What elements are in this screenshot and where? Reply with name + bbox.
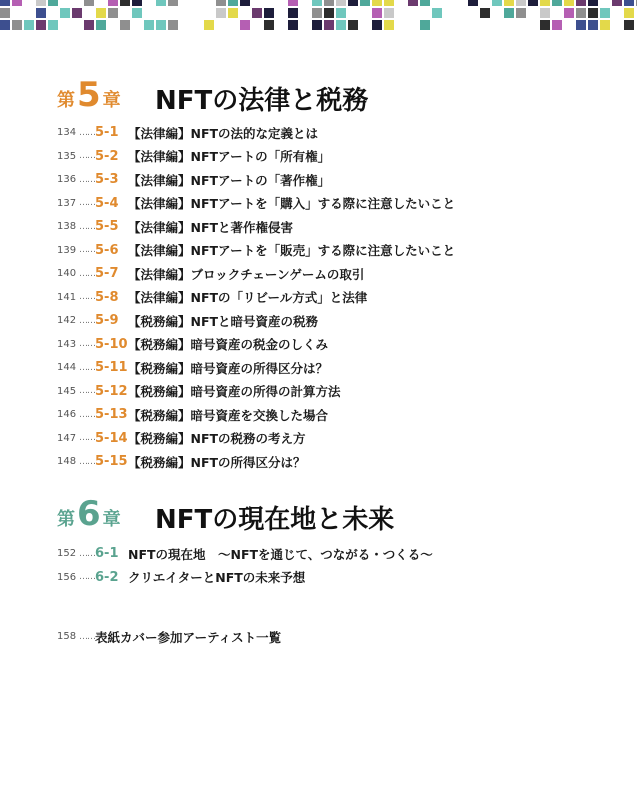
section-title: クリエイターとNFTの未来予想 [128,570,306,586]
chapter-6-heading [57,494,395,537]
section-number: 5-7 [95,266,119,282]
mosaic-tile [48,0,58,6]
section-title: 【法律編】ブロックチェーンゲームの取引 [128,266,365,282]
section-title: 【税務編】NFTと暗号資産の税務 [128,313,319,329]
mosaic-tile [408,0,418,6]
section-number: 5-11 [95,360,128,376]
chapter-5-toc-list [57,121,455,474]
toc-entry-appendix[interactable] [57,625,281,649]
page-number: 147 [57,432,77,444]
mosaic-tile [108,0,118,6]
section-title: 【税務編】NFTの所得区分は？ [128,454,306,470]
mosaic-tile [144,20,154,30]
leader-dots: …… [79,268,95,279]
toc-entry[interactable] [57,427,455,451]
section-title: 【法律編】NFTの「リビール方式」と法律 [128,290,368,306]
section-title: 【法律編】NFTアートを「販売」する際に注意したいこと [128,243,456,259]
mosaic-tile [564,0,574,6]
mosaic-tile [312,8,322,18]
mosaic-tile [36,0,46,6]
leader-dots: …… [79,245,95,256]
section-title: 表紙カバー参加アーティスト一覧 [95,629,282,645]
section-number: 5-4 [95,195,119,211]
toc-entry[interactable] [57,333,455,357]
section-title: 【税務編】暗号資産の所得区分は？ [128,360,329,376]
chapter-6-toc-list [57,542,433,589]
mosaic-tile [228,8,238,18]
appendix-toc-list [57,625,281,649]
chapter-suffix: 章 [102,509,121,530]
mosaic-tile [588,20,598,30]
mosaic-tile [156,20,166,30]
mosaic-tile [216,8,226,18]
leader-dots: …… [79,315,95,326]
mosaic-tile [312,20,322,30]
mosaic-tile [348,0,358,6]
page-number: 143 [57,338,77,350]
chapter-title: NFTの現在地と未来 [155,505,395,535]
section-number: 5-3 [95,172,119,188]
mosaic-tile [168,20,178,30]
section-title: 【法律編】NFTアートの「著作権」 [128,172,331,188]
section-number: 5-6 [95,242,119,258]
mosaic-tile [552,0,562,6]
mosaic-tile [372,8,382,18]
mosaic-tile [72,8,82,18]
mosaic-tile [504,8,514,18]
section-title: 【税務編】NFTの税務の考え方 [128,431,306,447]
mosaic-tile [240,0,250,6]
toc-entry[interactable] [57,286,455,310]
section-number: 5-9 [95,313,119,329]
mosaic-tile [576,0,586,6]
mosaic-tile [384,8,394,18]
chapter-number: 5 [77,75,101,115]
leader-dots: …… [79,292,95,303]
page-number: 142 [57,315,77,327]
section-number: 6-2 [95,569,119,585]
mosaic-tile [96,20,106,30]
mosaic-tile [264,8,274,18]
mosaic-tile [12,20,22,30]
mosaic-tile [540,8,550,18]
mosaic-tile [228,0,238,6]
section-number: 5-2 [95,148,119,164]
section-number: 5-10 [95,336,128,352]
chapter-prefix: 第 [57,509,75,530]
mosaic-tile [348,20,358,30]
mosaic-tile [372,20,382,30]
chapter-prefix: 第 [57,90,75,111]
mosaic-tile [492,0,502,6]
chapter-title: NFTの法律と税務 [155,86,369,116]
section-number: 6-1 [95,546,119,562]
mosaic-tile [0,20,10,30]
mosaic-tile [36,8,46,18]
mosaic-tile [96,8,106,18]
mosaic-tile [336,0,346,6]
mosaic-tile [588,0,598,6]
leader-dots: …… [79,456,95,467]
toc-entry[interactable] [57,145,455,169]
section-title: 【法律編】NFTの法的な定義とは [128,125,319,141]
mosaic-tile [168,0,178,6]
mosaic-tile [588,8,598,18]
mosaic-tile [156,0,166,6]
leader-dots: …… [79,151,95,162]
mosaic-tile [108,8,118,18]
mosaic-tile [432,8,442,18]
leader-dots: …… [79,572,95,583]
section-number: 5-5 [95,219,119,235]
mosaic-tile [0,8,10,18]
leader-dots: …… [79,386,95,397]
mosaic-tile [12,0,22,6]
toc-entry[interactable] [57,192,455,216]
mosaic-tile [624,0,634,6]
page-number: 134 [57,127,77,139]
mosaic-tile [468,0,478,6]
section-title: 【法律編】NFTと著作権侵害 [128,219,294,235]
mosaic-tile [84,20,94,30]
section-title: 【税務編】暗号資産の所得の計算方法 [128,384,341,400]
toc-entry[interactable] [57,262,455,286]
mosaic-tile [600,20,610,30]
mosaic-tile [624,20,634,30]
mosaic-tile [600,8,610,18]
page-number: 136 [57,174,77,186]
mosaic-tile [384,20,394,30]
page-number: 140 [57,268,77,280]
section-title: 【税務編】暗号資産の税金のしくみ [128,337,329,353]
toc-entry[interactable] [57,168,455,192]
mosaic-tile [420,20,430,30]
section-number: 5-8 [95,289,119,305]
section-number: 5-15 [95,454,128,470]
toc-entry[interactable] [57,566,433,590]
toc-entry[interactable] [57,542,433,566]
mosaic-tile [372,0,382,6]
mosaic-tile [336,20,346,30]
mosaic-tile [552,20,562,30]
toc-entry[interactable] [57,239,455,263]
page-number: 137 [57,197,77,209]
leader-dots: …… [79,198,95,209]
mosaic-tile [204,20,214,30]
mosaic-tile [540,20,550,30]
page-number: 139 [57,244,77,256]
mosaic-tile [324,8,334,18]
toc-entry[interactable] [57,403,455,427]
mosaic-tile [216,0,226,6]
mosaic-tile [576,20,586,30]
mosaic-tile [612,0,622,6]
mosaic-tile [36,20,46,30]
section-title: NFTの現在地 ～NFTを通じて、つながる・つくる～ [128,546,433,562]
toc-entry[interactable] [57,309,455,333]
mosaic-tile [84,0,94,6]
leader-dots: …… [79,631,95,642]
page-number: 146 [57,409,77,421]
mosaic-tile [528,0,538,6]
section-title: 【法律編】NFTアートの「所有権」 [128,149,331,165]
mosaic-tile [120,0,130,6]
chapter-number: 6 [77,494,101,534]
mosaic-tile [24,20,34,30]
decorative-pixel-mosaic [0,0,637,34]
chapter-suffix: 章 [102,90,121,111]
toc-entry[interactable] [57,215,455,239]
mosaic-tile [240,20,250,30]
section-number: 5-13 [95,407,128,423]
mosaic-tile [516,0,526,6]
page-number: 141 [57,291,77,303]
mosaic-tile [120,20,130,30]
mosaic-tile [0,0,10,6]
leader-dots: …… [79,409,95,420]
chapter-5-heading [57,75,369,118]
section-title: 【税務編】暗号資産を交換した場合 [128,407,329,423]
leader-dots: …… [79,174,95,185]
mosaic-tile [288,8,298,18]
leader-dots: …… [79,339,95,350]
mosaic-tile [504,0,514,6]
page-number: 145 [57,385,77,397]
page-number: 158 [57,631,77,643]
mosaic-tile [48,20,58,30]
mosaic-tile [420,0,430,6]
leader-dots: …… [79,433,95,444]
mosaic-tile [60,8,70,18]
page-number: 138 [57,221,77,233]
mosaic-tile [324,0,334,6]
mosaic-tile [288,20,298,30]
page-number: 135 [57,150,77,162]
mosaic-tile [312,0,322,6]
section-number: 5-1 [95,125,119,141]
toc-entry[interactable] [57,121,455,145]
mosaic-tile [132,0,142,6]
toc-entry[interactable] [57,450,455,474]
toc-entry[interactable] [57,356,455,380]
leader-dots: …… [79,548,95,559]
mosaic-tile [336,8,346,18]
page-number: 152 [57,548,77,560]
mosaic-tile [540,0,550,6]
toc-entry[interactable] [57,380,455,404]
mosaic-tile [516,8,526,18]
page-number: 156 [57,571,77,583]
page-number: 148 [57,456,77,468]
mosaic-tile [384,0,394,6]
section-number: 5-12 [95,383,128,399]
mosaic-tile [576,8,586,18]
section-title: 【法律編】NFTアートを「購入」する際に注意したいこと [128,196,456,212]
leader-dots: …… [79,221,95,232]
leader-dots: …… [79,127,95,138]
leader-dots: …… [79,362,95,373]
page-number: 144 [57,362,77,374]
mosaic-tile [324,20,334,30]
mosaic-tile [480,8,490,18]
mosaic-tile [132,8,142,18]
mosaic-tile [288,0,298,6]
section-number: 5-14 [95,430,128,446]
mosaic-tile [624,8,634,18]
mosaic-tile [252,8,262,18]
mosaic-tile [564,8,574,18]
mosaic-tile [360,0,370,6]
mosaic-tile [264,20,274,30]
